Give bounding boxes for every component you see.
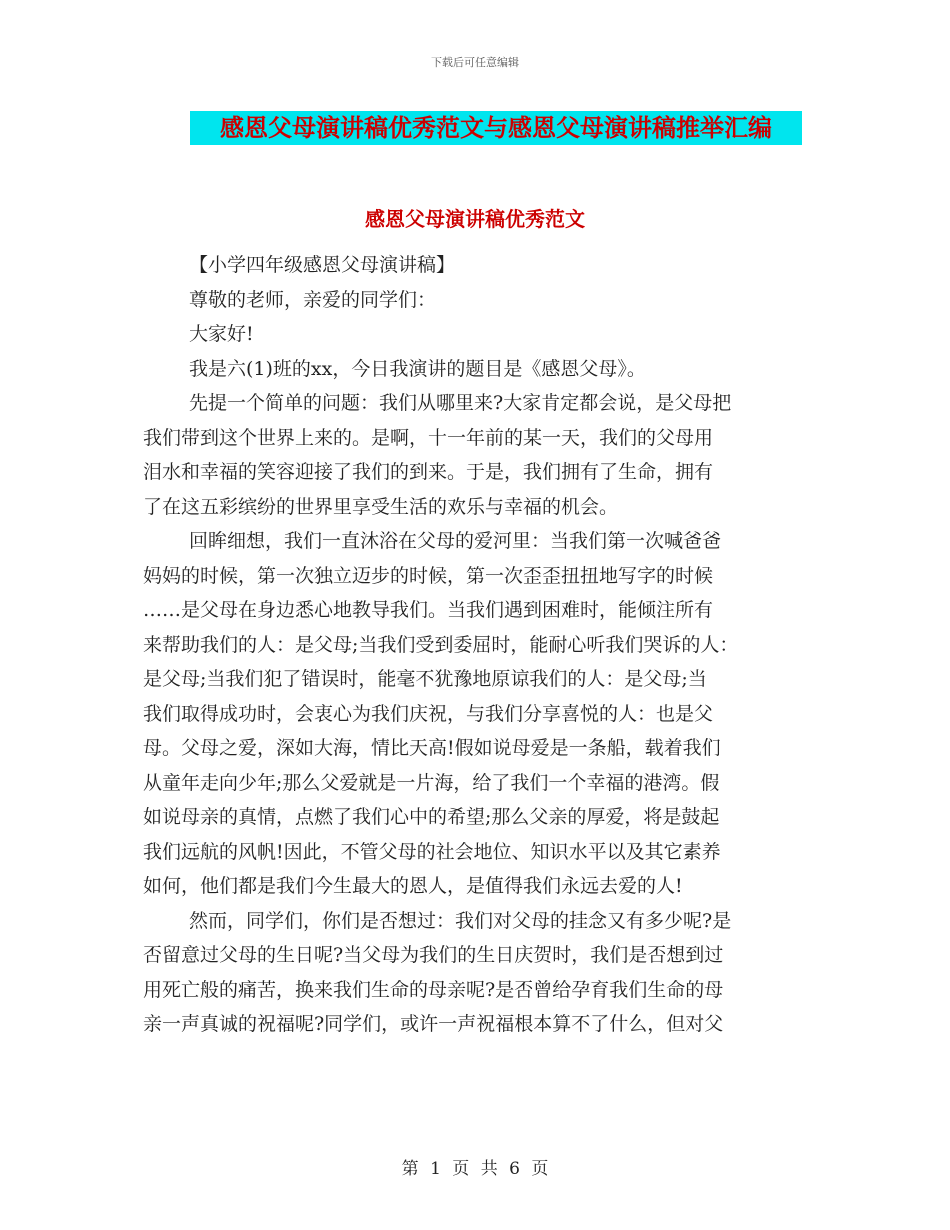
text-line: 亲一声真诚的祝福呢?同学们，或许一声祝福根本算不了什么，但对父 xyxy=(143,1013,724,1035)
speech-heading: 【小学四年级感恩父母演讲稿】 xyxy=(189,254,456,276)
text-line: 如说母亲的真情，点燃了我们心中的希望;那么父亲的厚爱，将是鼓起 xyxy=(143,806,720,828)
header-note: 下载后可任意编辑 xyxy=(431,56,519,69)
text-line: 是父母;当我们犯了错误时，能毫不犹豫地原谅我们的人：是父母;当 xyxy=(143,668,707,690)
text-line: 回眸细想，我们一直沐浴在父母的爱河里：当我们第一次喊爸爸 xyxy=(189,530,722,552)
text-line: 妈妈的时候，第一次独立迈步的时候，第一次歪歪扭扭地写字的时候 xyxy=(143,564,714,587)
body-text xyxy=(143,248,813,1042)
section-title: 感恩父母演讲稿优秀范文 xyxy=(365,207,585,231)
paragraph-2 xyxy=(143,524,813,904)
text-line: 我们带到这个世界上来的。是啊，十一年前的某一天，我们的父母用 xyxy=(143,426,714,449)
intro-line: 我是六(1)班的xx，今日我演讲的题目是《感恩父母》。 xyxy=(189,357,646,380)
text-line: 从童年走向少年;那么父爱就是一片海，给了我们一个幸福的港湾。假 xyxy=(143,771,720,794)
page-number-footer: 第 1 页 共 6 页 xyxy=(401,1159,549,1179)
document-title: 感恩父母演讲稿优秀范文与感恩父母演讲稿推举汇编 xyxy=(190,111,802,145)
text-line: 然而，同学们，你们是否想过：我们对父母的挂念又有多少呢?是 xyxy=(189,909,732,932)
text-line: 了在这五彩缤纷的世界里享受生活的欢乐与幸福的机会。 xyxy=(143,495,619,518)
paragraph-1 xyxy=(143,386,813,524)
text-line: 如何，他们都是我们今生最大的恩人，是值得我们永远去爱的人! xyxy=(143,875,683,897)
text-line: 母。父母之爱，深如大海，情比天高!假如说母爱是一条船，载着我们 xyxy=(143,737,721,759)
paragraph-3 xyxy=(143,904,813,1042)
text-line: 我们远航的风帆!因此，不管父母的社会地位、知识水平以及其它素养 xyxy=(143,840,721,863)
greeting-line: 尊敬的老师，亲爱的同学们： xyxy=(189,288,437,311)
text-line: 来帮助我们的人：是父母;当我们受到委屈时，能耐心听我们哭诉的人： xyxy=(143,633,739,656)
text-line: ……是父母在身边悉心地教导我们。当我们遇到困难时，能倾注所有 xyxy=(143,599,714,621)
text-line: 泪水和幸福的笑容迎接了我们的到来。于是，我们拥有了生命，拥有 xyxy=(143,461,714,483)
text-line: 我们取得成功时，会衷心为我们庆祝，与我们分享喜悦的人：也是父 xyxy=(143,702,714,725)
text-line: 否留意过父母的生日呢?当父母为我们的生日庆贺时，我们是否想到过 xyxy=(143,944,724,966)
hello-line: 大家好! xyxy=(189,323,254,345)
text-line: 用死亡般的痛苦，换来我们生命的母亲呢?是否曾给孕育我们生命的母 xyxy=(143,978,724,1001)
text-line: 先提一个简单的问题：我们从哪里来?大家肯定都会说，是父母把 xyxy=(189,392,732,414)
